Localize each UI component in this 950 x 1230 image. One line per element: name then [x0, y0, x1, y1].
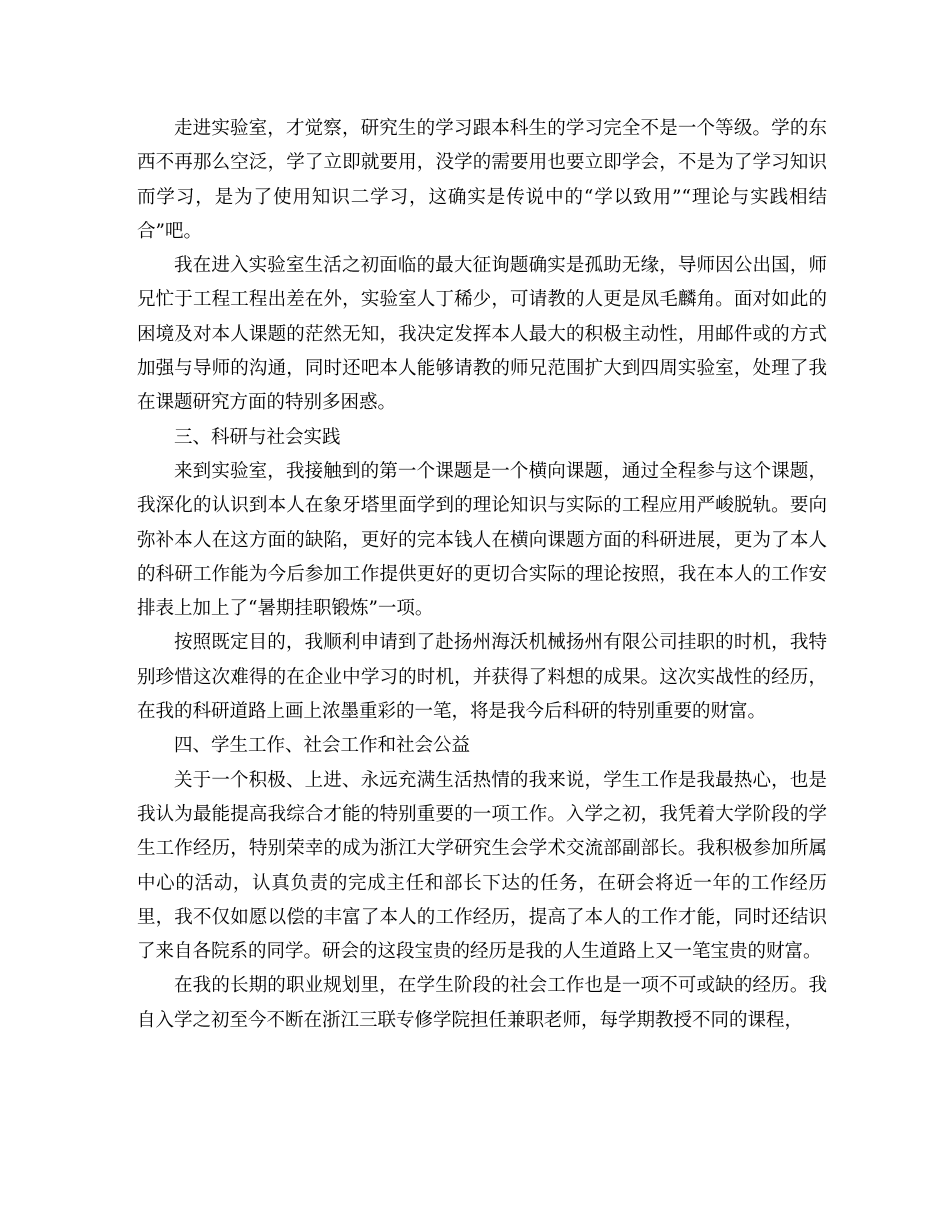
section-heading-research: 三、科研与社会实践 [174, 426, 341, 448]
paragraph-student-union: 关于一个积极、上进、永远充满生活热情的我来说，学生工作是我最热心，也是我认为最能提高我综合才能的特别重要的一项工作。入学之初，我凭着大学阶段的学生工作经历，特别荣幸的成为浙江大学研究生会学术交流部副部长。我积极参加所属中心的活动，认真负责的完成主任和部长下达的任务，在研会将近一年的工作经历里，我不仅如愿以偿的丰富了本人的工作经历，提高了本人的工作才能，同时还结识了来自各院系的同学。研会的这段宝贵的经历是我的人生道路上又一笔宝贵的财富。 [137, 769, 827, 963]
paragraph-internship: 按照既定目的，我顺利申请到了赴扬州海沃机械扬州有限公司挂职的时机，我特别珍惜这次难得的在企业中学习的时机，并获得了料想的成果。这次实战性的经历，在我的科研道路上画上浓墨重彩的一笔，将是我今后科研的特别重要的财富。 [137, 632, 827, 723]
paragraph-lab-study: 走进实验室，才觉察，研究生的学习跟本科生的学习完全不是一个等级。学的东西不再那么空泛，学了立即就要用，没学的需要用也要立即学会，不是为了学习知识而学习，是为了使用知识二学习，这确实是传说中的“学以致用”“理论与实践相结合”吧。 [137, 118, 827, 242]
section-heading-student-work: 四、学生工作、社会工作和社会公益 [174, 735, 471, 757]
document-page [137, 112, 827, 1038]
paragraph-part-time-teaching: 在我的长期的职业规划里，在学生阶段的社会工作也是一项不可或缺的经历。我自入学之初至今不断在浙江三联专修学院担任兼职老师，每学期教授不同的课程， [137, 975, 827, 1031]
paragraph-lab-challenges: 我在进入实验室生活之初面临的最大征询题确实是孤助无缘，导师因公出国，师兄忙于工程工程出差在外，实验室人丁稀少，可请教的人更是凤毛麟角。面对如此的困境及对本人课题的茫然无知，我决定发挥本人最大的积极主动性，用邮件或的方式加强与导师的沟通，同时还吧本人能够请教的师兄范围扩大到四周实验室，处理了我在课题研究方面的特别多困惑。 [137, 255, 827, 414]
paragraph-first-project: 来到实验室，我接触到的第一个课题是一个横向课题，通过全程参与这个课题，我深化的认识到本人在象牙塔里面学到的理论知识与实际的工程应用严峻脱轨。要向弥补本人在这方面的缺陷，更好的完本钱人在横向课题方面的科研进展，更为了本人的科研工作能为今后参加工作提供更好的更切合实际的理论按照，我在本人的工作安排表上加上了“暑期挂职锻炼”一项。 [137, 460, 827, 620]
